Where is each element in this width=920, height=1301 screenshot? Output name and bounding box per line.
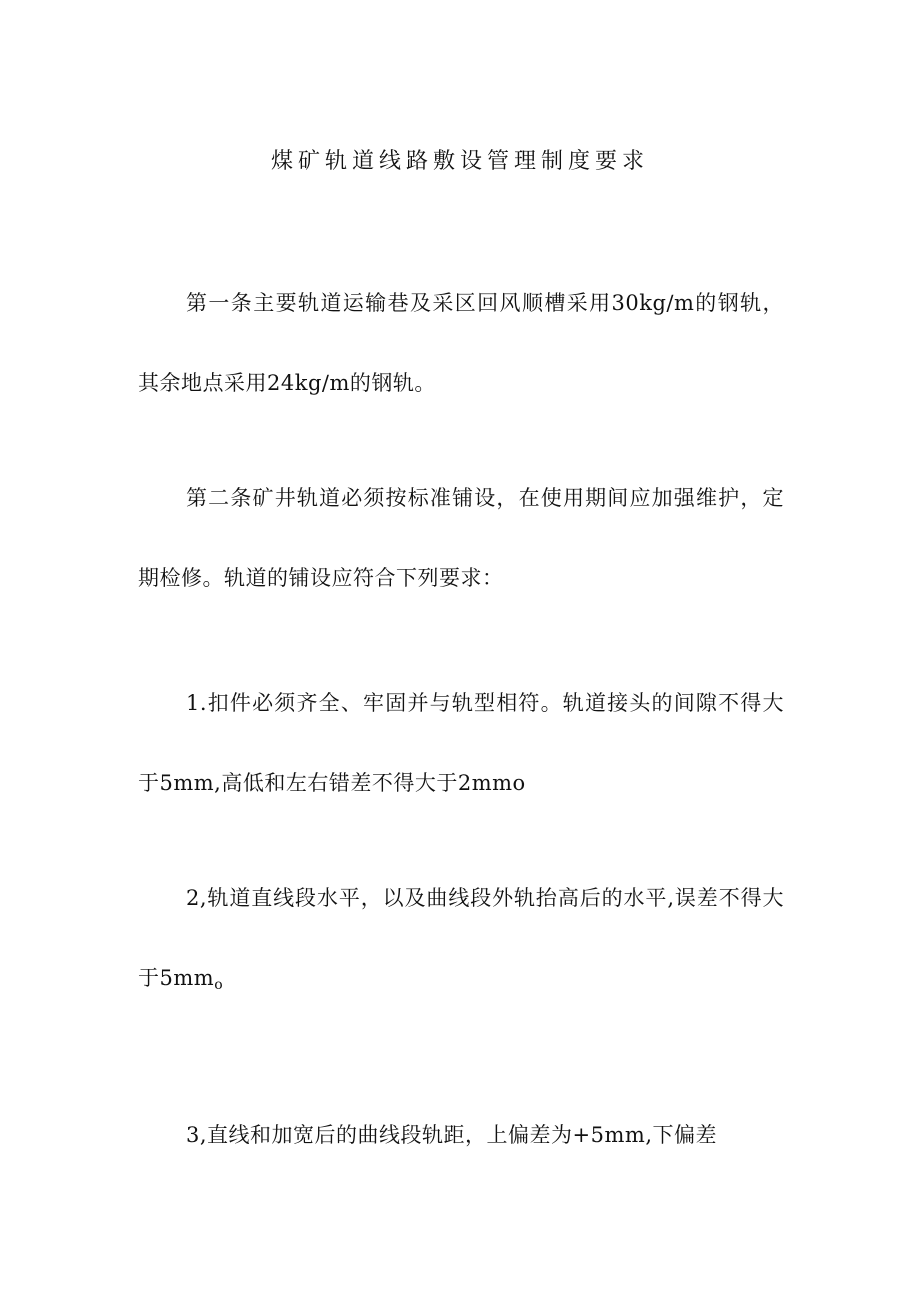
paragraph-item-1: 1.扣件必须齐全、牢固并与轨型相符。轨道接头的间隙不得大于5mm,高低和左右错差不得大于2mmo [138,691,784,795]
paragraph-item-2-text: 2,轨道直线段水平，以及曲线段外轨抬高后的水平,误差不得大于5mm [138,886,784,990]
paragraph-item-2 [138,858,784,1025]
subscript-o: o [214,977,224,993]
paragraph-item-3: 3,直线和加宽后的曲线段轨距，上偏差为+5mm,下偏差 [186,1123,717,1147]
document-title: 煤矿轨道线路敷设管理制度要求 [270,149,649,174]
paragraph-article-1: 第一条主要轨道运输巷及采区回风顺槽采用30kg∕m的钢轨，其余地点采用24kg∕m的钢轨。 [138,291,784,395]
paragraph-article-2: 第二条矿井轨道必须按标准铺设，在使用期间应加强维护，定期检修。轨道的铺设应符合下列要求： [138,486,784,590]
